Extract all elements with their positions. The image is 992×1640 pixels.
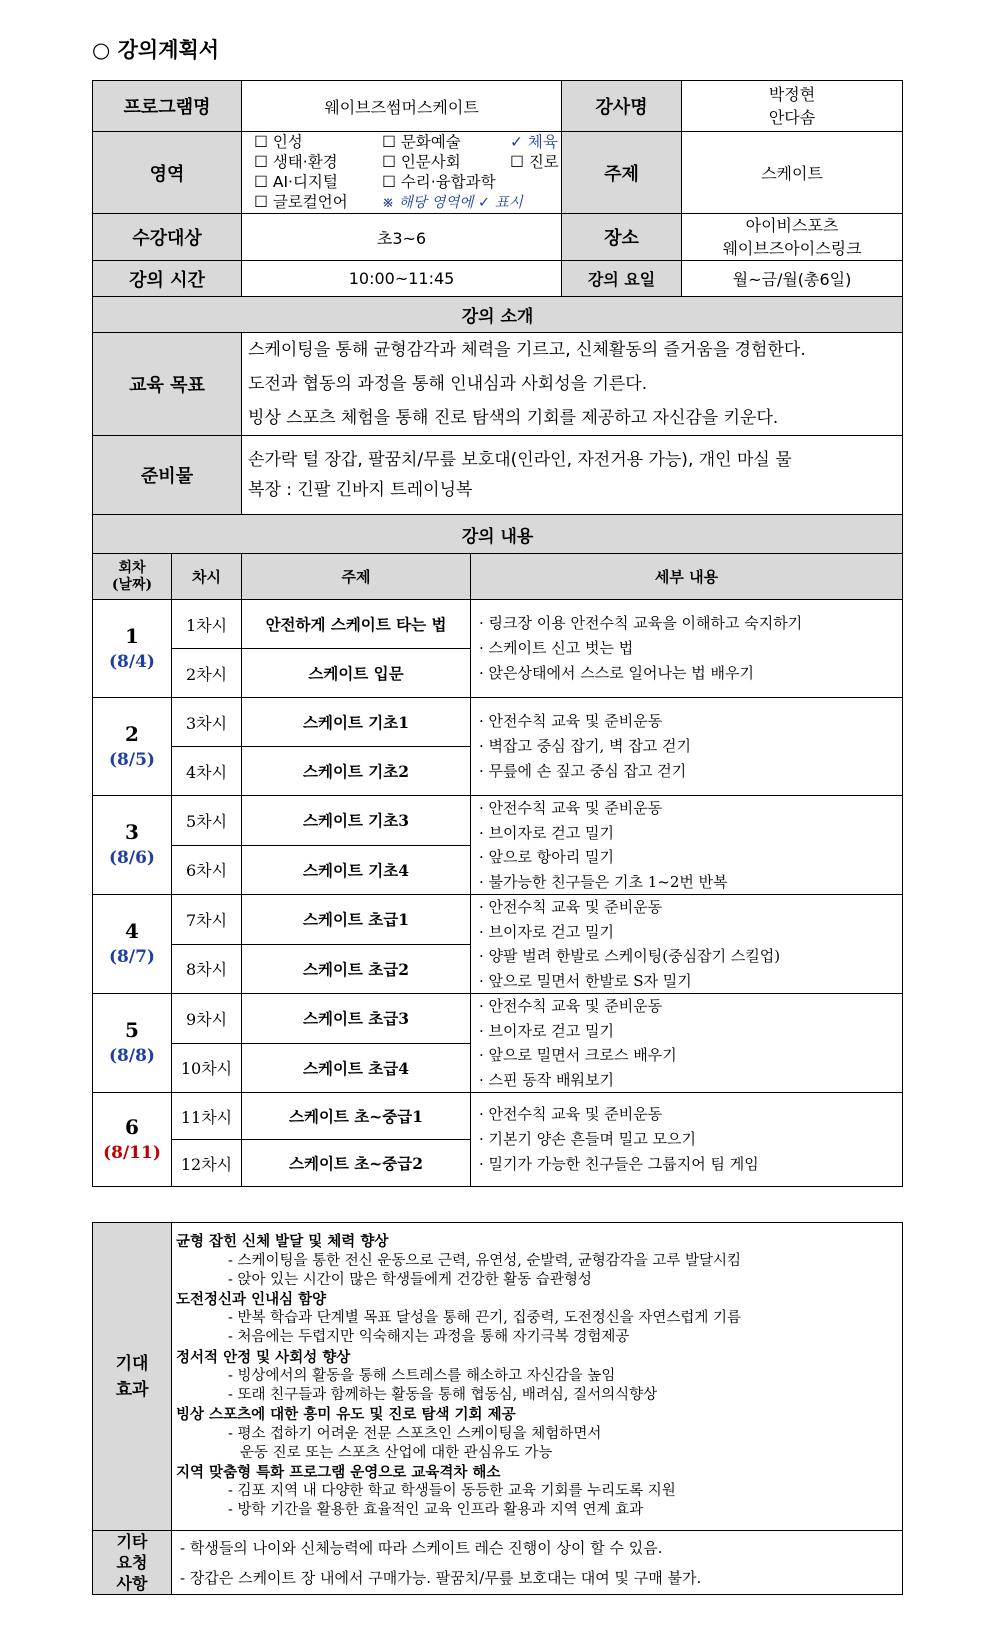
- table-row: [93, 895, 903, 945]
- place-label: 장소: [562, 214, 682, 261]
- session-no: 7차시: [172, 895, 242, 945]
- area-label: 영역: [93, 132, 242, 214]
- session-topic: 스케이트 초급4: [242, 1043, 471, 1093]
- misc-line: - 장갑은 스케이트 장 내에서 구매가능. 팔꿈치/무릎 보호대는 대여 및 구매 불가.: [180, 1568, 702, 1587]
- round-cell: [93, 994, 172, 1093]
- table-row: [93, 600, 903, 649]
- effects-label-line: 효과: [115, 1379, 149, 1400]
- area-option[interactable]: ☐ 글로컬언어: [254, 193, 348, 211]
- round-header-sub: (날짜): [111, 576, 153, 593]
- place-line: 아이비스포츠: [745, 216, 839, 235]
- topic-value: 스케이트: [682, 132, 903, 214]
- instructor-value: [682, 81, 903, 132]
- detail-line: · 밀기가 가능한 친구들은 그룹지어 팀 게임: [479, 1155, 759, 1173]
- detail-line: · 안전수칙 교육 및 준비운동: [479, 898, 663, 916]
- session-topic: 스케이트 기초2: [242, 747, 471, 796]
- goal-list: [242, 333, 903, 436]
- round-cell: [93, 895, 172, 994]
- round-details: [471, 1093, 903, 1187]
- prep-list: [242, 436, 903, 515]
- effect-item: - 반복 학습과 단계별 목표 달성을 통해 끈기, 집중력, 도전정신을 자연스럽게 기름: [228, 1310, 742, 1327]
- misc-label-line: 사항: [116, 1574, 148, 1593]
- session-topic: 스케이트 기초1: [242, 698, 471, 747]
- detail-line: · 안전수칙 교육 및 준비운동: [479, 997, 663, 1015]
- instructor-name: 안다솜: [768, 108, 816, 127]
- session-topic: 스케이트 입문: [242, 649, 471, 698]
- session-no: 6차시: [172, 845, 242, 895]
- round-details: [471, 895, 903, 994]
- table-row: [93, 994, 903, 1044]
- goal-line: 도전과 협동의 과정을 통해 인내심과 사회성을 기른다.: [248, 374, 648, 394]
- detail-header: 세부 내용: [471, 554, 903, 600]
- session-no: 12차시: [172, 1140, 242, 1187]
- detail-line: · 앞으로 항아리 밀기: [479, 848, 615, 866]
- effect-heading: 빙상 스포츠에 대한 흥미 유도 및 진로 탐색 기회 제공: [176, 1406, 516, 1424]
- session-no: 3차시: [172, 698, 242, 747]
- round-date: (8/6): [109, 848, 155, 868]
- detail-line: · 무릎에 손 짚고 중심 잡고 걷기: [479, 762, 687, 780]
- prep-line: 손가락 털 장갑, 팔꿈치/무릎 보호대(인라인, 자전거용 가능), 개인 마실 물: [248, 450, 792, 470]
- detail-line: · 안전수칙 교육 및 준비운동: [479, 712, 663, 730]
- detail-line: · 브이자로 걷고 밀기: [479, 922, 615, 941]
- effect-item: - 김포 지역 내 다양한 학교 학생들이 동등한 교육 기회를 누리도록 지원: [228, 1483, 676, 1500]
- detail-line: · 양팔 벌려 한발로 스케이팅(중심잡기 스킬업): [479, 947, 781, 965]
- round-date: (8/8): [109, 1046, 155, 1066]
- effects-content: [172, 1223, 903, 1531]
- table-row: [93, 796, 903, 846]
- effect-heading: 도전정신과 인내심 함양: [176, 1291, 327, 1309]
- detail-line: · 벽잡고 중심 잡기, 벽 잡고 걷기: [479, 737, 692, 755]
- days-label: 강의 요일: [562, 261, 682, 297]
- instructor-name: 박정현: [768, 85, 816, 104]
- effect-item: - 방학 기간을 활용한 효율적인 교육 인프라 활용과 지역 연계 효과: [228, 1502, 644, 1519]
- days-value: 월~금/월(총6일): [682, 261, 903, 297]
- plan-table: [92, 80, 903, 1187]
- round-details: [471, 994, 903, 1093]
- session-no: 5차시: [172, 796, 242, 846]
- topic-header: 주제: [242, 554, 471, 600]
- effect-item: - 평소 접하기 어려운 전문 스포츠인 스케이팅을 체험하면서: [228, 1425, 602, 1442]
- round-details: [471, 600, 903, 698]
- session-no: 8차시: [172, 944, 242, 994]
- area-option[interactable]: ☐ 진로: [510, 153, 559, 171]
- misc-label-line: 기타: [116, 1532, 148, 1551]
- round-date: (8/5): [109, 749, 155, 770]
- session-topic: 스케이트 초급3: [242, 994, 471, 1044]
- round-date: (8/7): [109, 947, 155, 967]
- round-number: 6: [125, 1114, 139, 1139]
- detail-line: · 불가능한 친구들은 기초 1~2번 반복: [479, 872, 728, 891]
- effect-item: - 처음에는 두렵지만 익숙해지는 과정을 통해 자기극복 경험제공: [228, 1329, 630, 1346]
- target-value: 초3~6: [242, 214, 562, 261]
- effects-label: [93, 1223, 172, 1531]
- program-label: 프로그램명: [93, 81, 242, 132]
- place-line: 웨이브즈아이스링크: [722, 239, 862, 258]
- round-header: [93, 554, 172, 600]
- area-option[interactable]: ☐ 문화예술: [382, 133, 461, 151]
- round-cell: [93, 796, 172, 895]
- round-details: [471, 698, 903, 796]
- content-section-title: 강의 내용: [93, 515, 903, 554]
- round-date: (8/4): [109, 651, 155, 672]
- session-no: 10차시: [172, 1043, 242, 1093]
- session-topic: 스케이트 초급2: [242, 944, 471, 994]
- effect-heading: 지역 맞춤형 특화 프로그램 운영으로 교육격차 해소: [176, 1463, 501, 1481]
- topic-label: 주제: [562, 132, 682, 214]
- effect-heading: 정서적 안정 및 사회성 향상: [176, 1348, 351, 1366]
- misc-label-line: 요청: [116, 1553, 148, 1572]
- table-row: [93, 1093, 903, 1140]
- area-checklist: [242, 132, 562, 214]
- place-value: [682, 214, 903, 261]
- round-header-label: 회차: [118, 559, 146, 576]
- time-value: 10:00~11:45: [242, 261, 562, 297]
- instructor-label: 강사명: [562, 81, 682, 132]
- misc-line: - 학생들의 나이와 신체능력에 따라 스케이트 레슨 진행이 상이 할 수 있음.: [180, 1538, 663, 1557]
- effect-item: - 또래 친구들과 함께하는 활동을 통해 협동심, 배려심, 질서의식향상: [228, 1387, 658, 1404]
- detail-line: · 브이자로 걷고 밀기: [479, 1021, 615, 1040]
- round-number: 1: [125, 623, 139, 648]
- detail-line: · 안전수칙 교육 및 준비운동: [479, 799, 663, 817]
- session-no: 11차시: [172, 1093, 242, 1140]
- session-no: 1차시: [172, 600, 242, 649]
- target-label: 수강대상: [93, 214, 242, 261]
- effect-heading: 균형 잡힌 신체 발달 및 체력 향상: [176, 1233, 389, 1251]
- session-no: 4차시: [172, 747, 242, 796]
- detail-line: · 앉은상태에서 스스로 일어나는 법 배우기: [479, 664, 754, 682]
- round-date: (8/11): [103, 1142, 161, 1163]
- session-no: 2차시: [172, 649, 242, 698]
- round-number: 2: [125, 721, 139, 746]
- area-option[interactable]: ☐ 인성: [254, 133, 303, 151]
- effect-item: - 스케이팅을 통한 전신 운동으로 근력, 유연성, 순발력, 균형감각을 고루 발달시킴: [228, 1252, 742, 1269]
- session-no: 9차시: [172, 994, 242, 1044]
- round-cell: [93, 698, 172, 796]
- session-topic: 안전하게 스케이트 타는 법: [242, 600, 471, 649]
- round-number: 4: [125, 919, 139, 943]
- misc-label: [93, 1531, 172, 1595]
- page-title: ○ 강의계획서: [92, 37, 220, 62]
- area-note: ※ 해당 영역에 ✓ 표시: [382, 195, 523, 211]
- round-number: 5: [125, 1018, 139, 1042]
- goal-label: 교육 목표: [93, 333, 242, 436]
- detail-line: · 앞으로 밀면서 크로스 배우기: [479, 1046, 677, 1064]
- detail-line: · 안전수칙 교육 및 준비운동: [479, 1105, 663, 1123]
- detail-line: · 브이자로 걷고 밀기: [479, 823, 615, 842]
- area-option[interactable]: ☐ 수리·융합과학: [382, 173, 496, 191]
- area-option[interactable]: ☐ 생태·환경: [254, 153, 338, 171]
- table-row: [93, 698, 903, 747]
- detail-line: · 스케이트 신고 벗는 법: [479, 639, 634, 657]
- session-topic: 스케이트 초~중급2: [242, 1140, 471, 1187]
- session-topic: 스케이트 초~중급1: [242, 1093, 471, 1140]
- round-number: 3: [125, 820, 139, 844]
- round-cell: [93, 600, 172, 698]
- effects-table: [92, 1222, 903, 1595]
- program-value: 웨이브즈썸머스케이트: [242, 81, 562, 132]
- round-details: [471, 796, 903, 895]
- prep-label: 준비물: [93, 436, 242, 515]
- session-topic: 스케이트 기초3: [242, 796, 471, 846]
- time-label: 강의 시간: [93, 261, 242, 297]
- goal-line: 빙상 스포츠 체험을 통해 진로 탐색의 기회를 제공하고 자신감을 키운다.: [248, 408, 779, 428]
- session-topic: 스케이트 초급1: [242, 895, 471, 945]
- intro-section-title: 강의 소개: [93, 297, 903, 333]
- effect-item: - 빙상에서의 활동을 통해 스트레스를 해소하고 자신감을 높임: [228, 1367, 616, 1384]
- area-option[interactable]: ☐ 인문사회: [382, 153, 461, 171]
- misc-content: [172, 1531, 903, 1595]
- effects-label-line: 기대: [115, 1353, 149, 1374]
- area-option-checked[interactable]: ✓ 체육: [510, 133, 558, 151]
- detail-line: · 앞으로 밀면서 한발로 S자 밀기: [479, 971, 692, 990]
- detail-line: · 스핀 동작 배워보기: [479, 1070, 615, 1089]
- effect-item: - 앉아 있는 시간이 많은 학생들에게 건강한 활동 습관형성: [228, 1271, 592, 1288]
- prep-line: 복장 : 긴팔 긴바지 트레이닝복: [248, 480, 473, 500]
- round-cell: [93, 1093, 172, 1187]
- effect-item: 운동 진로 또는 스포츠 산업에 대한 관심유도 가능: [240, 1444, 553, 1461]
- area-option[interactable]: ☐ AI·디지털: [254, 173, 338, 191]
- detail-line: · 기본기 양손 흔들며 밀고 모으기: [479, 1130, 696, 1148]
- session-topic: 스케이트 기초4: [242, 845, 471, 895]
- detail-line: · 링크장 이용 안전수칙 교육을 이해하고 숙지하기: [479, 614, 803, 632]
- session-header: 차시: [172, 554, 242, 600]
- goal-line: 스케이팅을 통해 균형감각과 체력을 기르고, 신체활동의 즐거움을 경험한다.: [248, 340, 806, 360]
